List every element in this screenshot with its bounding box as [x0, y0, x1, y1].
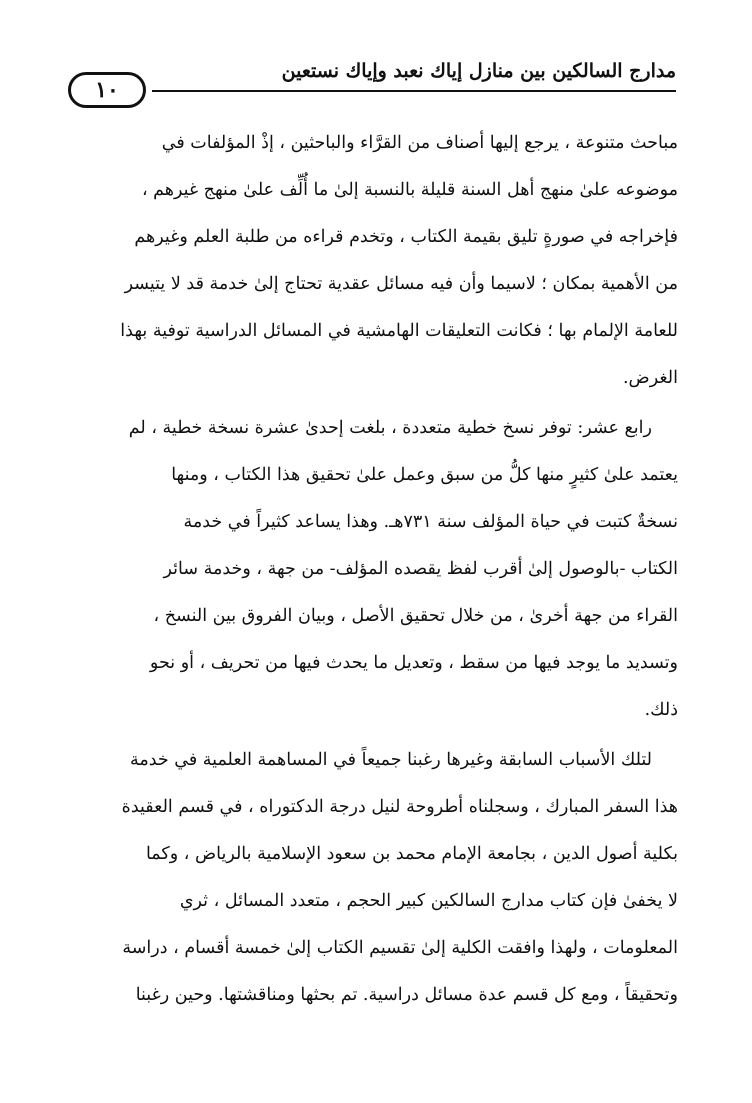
text-line: لتلك الأسباب السابقة وغيرها رغبنا جميعاً في المساهمة العلمية في خدمة: [129, 750, 652, 770]
text-line: يعتمد علىٰ كثيرٍ منها كلُّ من سبق وعمل علىٰ تحقيق هذا الكتاب ، ومنها: [171, 465, 678, 485]
text-line: نسخةٌ كتبت في حياة المؤلف سنة ٧٣١هـ. وهذا يساعد كثيراً في خدمة: [183, 512, 678, 532]
text-line: بكلية أصول الدين ، بجامعة الإمام محمد بن سعود الإسلامية بالرياض ، وكما: [145, 844, 678, 864]
text-line: هذا السفر المبارك ، وسجلناه أطروحة لنيل درجة الدكتوراه ، في قسم العقيدة: [121, 797, 678, 817]
text-line: رابع عشر: توفر نسخ خطية متعددة ، بلغت إحدىٰ عشرة نسخة خطية ، لم: [128, 418, 652, 438]
text-line: فإخراجه في صورةٍ تليق بقيمة الكتاب ، وتخدم قراءه من طلبة العلم وغيرهم: [134, 227, 678, 247]
text-line: وتحقيقاً ، ومع كل قسم عدة مسائل دراسية. تم بحثها ومناقشتها. وحين رغبنا: [135, 985, 678, 1005]
text-line: من الأهمية بمكان ؛ لاسيما وأن فيه مسائل عقدية تحتاج إلىٰ خدمة قد لا يتيسر: [124, 274, 678, 294]
text-line: موضوعه علىٰ منهج أهل السنة قليلة بالنسبة إلىٰ ما أُلِّف علىٰ منهج غيرهم ،: [141, 180, 678, 200]
text-line: وتسديد ما يوجد فيها من سقط ، وتعديل ما يحدث فيها من تحريف ، أو نحو: [149, 653, 678, 673]
page-number: ١٠: [68, 72, 146, 108]
text-line: القراء من جهة أخرىٰ ، من خلال تحقيق الأصل ، وبيان الفروق بين النسخ ،: [153, 606, 678, 626]
body-text: [68, 120, 678, 1019]
header-rule: [152, 90, 676, 92]
text-line: مباحث متنوعة ، يرجع إليها أصناف من القرَّاء والباحثين ، إذْ المؤلفات في: [161, 133, 678, 153]
running-title: مدارج السالكين بين منازل إياك نعبد وإياك نستعين: [281, 60, 676, 82]
text-line: الغرض.: [622, 368, 678, 388]
text-line: المعلومات ، ولهذا وافقت الكلية إلىٰ تقسيم الكتاب إلىٰ خمسة أقسام ، دراسة: [122, 938, 678, 958]
text-line: الكتاب -بالوصول إلىٰ أقرب لفظ يقصده المؤلف- من جهة ، وخدمة سائر: [163, 559, 678, 579]
text-line: ذلك.: [644, 700, 678, 720]
page-header: [68, 56, 676, 106]
text-line: لا يخفىٰ فإن كتاب مدارج السالكين كبير الحجم ، متعدد المسائل ، ثري: [179, 891, 678, 911]
text-line: للعامة الإلمام بها ؛ فكانت التعليقات الهامشية في المسائل الدراسية توفية بهذا: [120, 321, 678, 341]
